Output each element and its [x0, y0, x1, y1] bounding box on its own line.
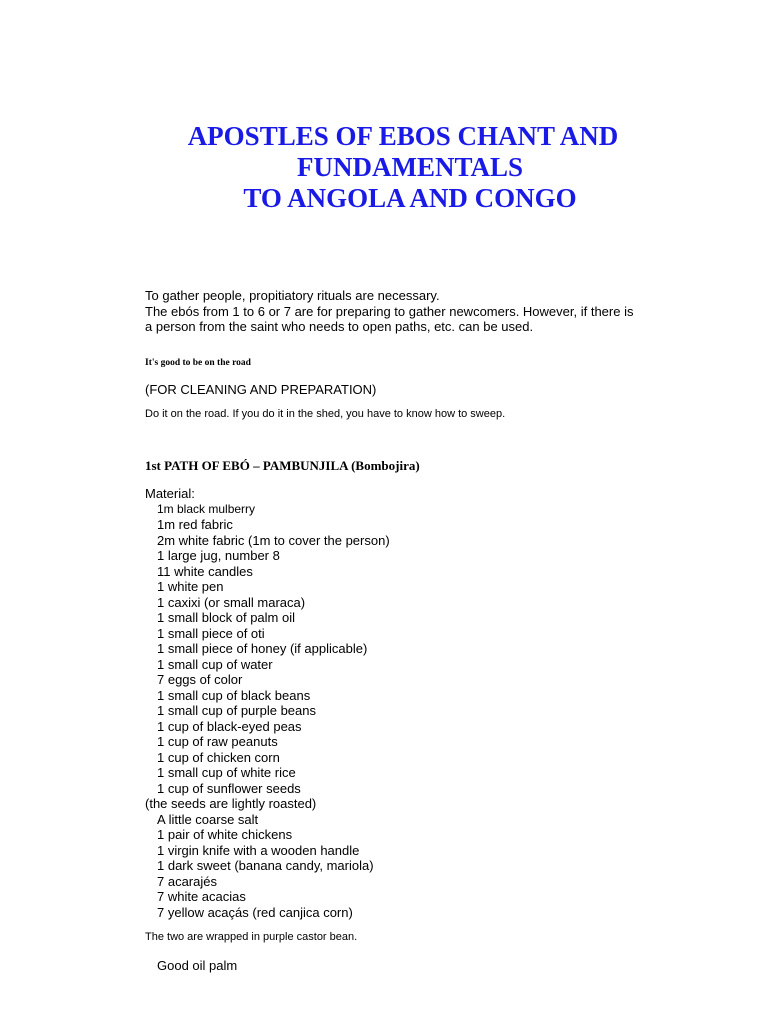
- road-note: It's good to be on the road: [145, 358, 251, 368]
- wrap-note: The two are wrapped in purple castor bean.: [145, 931, 358, 943]
- list-item: 1 cup of chicken corn: [157, 749, 280, 765]
- list-item: 1m red fabric: [157, 517, 233, 532]
- intro-paragraph-1: To gather people, propitiatory rituals are necessary.: [145, 288, 440, 303]
- seeds-note: (the seeds are lightly roasted): [145, 796, 317, 811]
- list-item: 1 small piece of honey (if applicable): [157, 641, 368, 656]
- list-item: 1 small cup of purple beans: [157, 703, 316, 718]
- list-item: 1 small block of palm oil: [157, 610, 295, 625]
- list-item: 7 eggs of color: [157, 672, 243, 687]
- path-1-heading: 1st PATH OF EBÓ – PAMBUNJILA (Bombojira): [145, 458, 420, 473]
- list-item: 1 pair of white chickens: [157, 827, 293, 842]
- road-instructions: Do it on the road. If you do it in the shed, you have to know how to sweep.: [145, 408, 506, 420]
- title-line-1: APOSTLES OF EBOS CHANT AND: [187, 121, 619, 151]
- list-item: 1 dark sweet (banana candy, mariola): [157, 858, 374, 873]
- list-item: 7 yellow acaçás (red canjica corn): [157, 904, 353, 920]
- document-title: [0, 121, 768, 214]
- list-item: Good oil palm: [157, 958, 238, 973]
- material-label: Material:: [145, 486, 195, 501]
- title-line-2: FUNDAMENTALS: [296, 152, 523, 182]
- list-item: 1 large jug, number 8: [157, 548, 280, 563]
- list-item: 1 small cup of black beans: [157, 687, 311, 703]
- intro-paragraph-2b: a person from the saint who needs to open paths, etc. can be used.: [145, 319, 534, 334]
- list-item: 1 cup of raw peanuts: [157, 734, 278, 749]
- list-item: 1 cup of black-eyed peas: [157, 718, 302, 734]
- list-item: A little coarse salt: [157, 811, 259, 827]
- list-item: 1 caxixi (or small maraca): [157, 594, 306, 610]
- list-item: 2m white fabric (1m to cover the person): [157, 532, 390, 548]
- document-body: [145, 288, 745, 974]
- list-item: 7 white acacias: [157, 889, 246, 904]
- list-item: 11 white candles: [157, 563, 253, 579]
- list-item: 7 acarajés: [157, 873, 217, 889]
- list-item: 1m black mulberry: [157, 501, 256, 516]
- material-list-b: [145, 812, 745, 921]
- material-list-c: [145, 958, 745, 974]
- material-list-a: [145, 502, 745, 797]
- list-item: 1 cup of sunflower seeds: [157, 780, 301, 796]
- list-item: 1 white pen: [157, 579, 224, 594]
- list-item: 1 small cup of white rice: [157, 765, 296, 780]
- cleaning-heading: (FOR CLEANING AND PREPARATION): [145, 381, 377, 397]
- title-line-3: TO ANGOLA AND CONGO: [243, 183, 577, 213]
- intro-paragraph-2a: The ebós from 1 to 6 or 7 are for preparing to gather newcomers. However, if there is: [145, 303, 634, 319]
- list-item: 1 small cup of water: [157, 656, 273, 672]
- list-item: 1 small piece of oti: [157, 625, 265, 641]
- list-item: 1 virgin knife with a wooden handle: [157, 842, 360, 858]
